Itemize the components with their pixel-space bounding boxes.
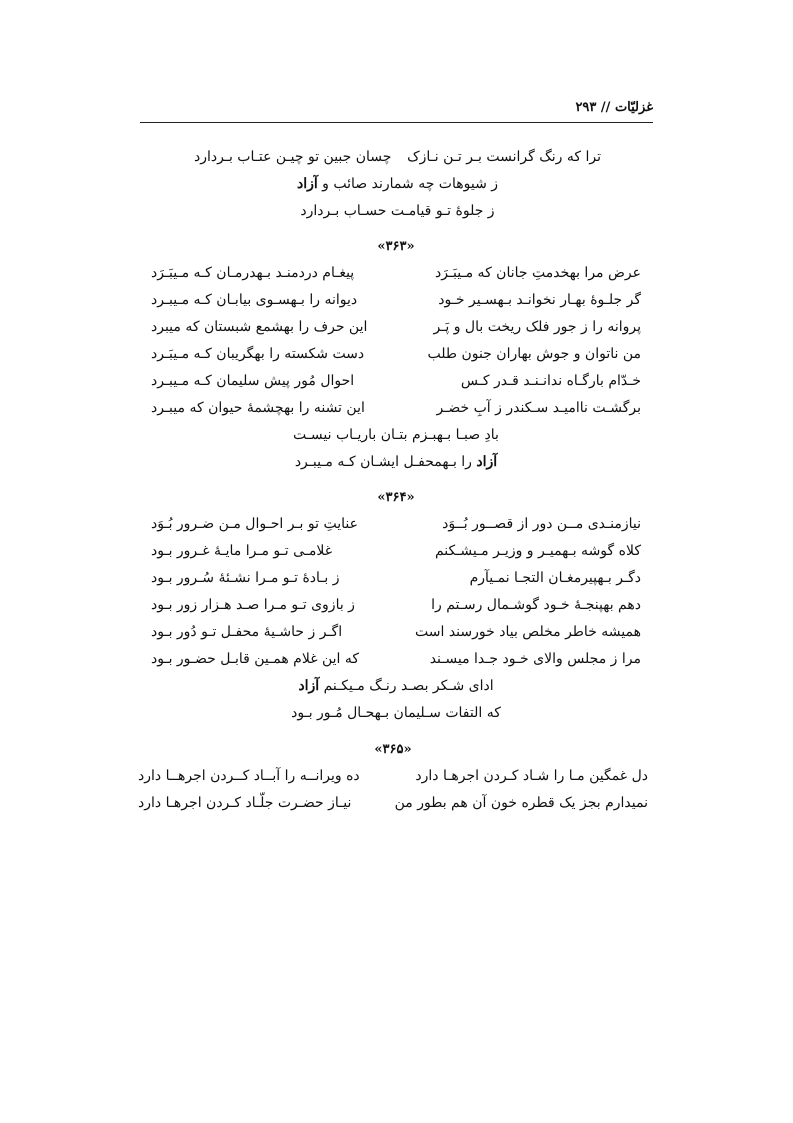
couplet: [151, 314, 641, 341]
poet-name: آزاد: [296, 176, 318, 192]
couplet: [151, 538, 641, 565]
couplet: [194, 144, 601, 171]
hemistich-right: دهم بهپنجـهٔ خـود گوشـمال رسـتم را: [431, 597, 641, 613]
closing-line: ز شیوهات چه شمارند صائب و آزاد: [296, 176, 499, 192]
hemistich-left: دیوانه را بـهسـوی بیابـان کـه مـیبـرد: [151, 292, 358, 308]
hemistich-right: کلاه گوشه بـهمیـر و وزیـر مـیشـکنم: [434, 543, 641, 559]
hemistich-left: غلامـی تـو مـرا مایـهٔ غـرور بـود: [151, 543, 333, 559]
hemistich-left: ز بـادهٔ تـو مـرا نشـئهٔ سُـرور بـود: [151, 570, 340, 586]
running-title: غزلیّات // ۲۹۳: [575, 100, 653, 115]
couplet: [151, 260, 641, 287]
closing-line: آزاد را بـهمحفـل ایشـان کـه مـیبـرد: [294, 454, 498, 470]
hemistich-right: نمیدارم بجز یک قطره خون آن هم بطور من: [394, 795, 648, 811]
hemistich-right: عرض مرا بهخدمتِ جانان که مـیبَـرَد: [435, 265, 641, 281]
hemistich-left: نیـاز حضـرت جلّـاد کـردن اجرهـا دارد: [138, 795, 352, 811]
couplet: [151, 565, 641, 592]
couplet: [151, 619, 641, 646]
couplet: [151, 287, 641, 314]
hemistich-left: چسان جبین تو چیـن عتـاب بـردارد: [194, 149, 392, 165]
hemistich-right: پروانه را ز جور فلک ریخت بال و پَـر: [433, 319, 641, 335]
closing-line: ز جلوهٔ تـو قیامـت حسـاب بـردارد: [300, 203, 495, 219]
page-header: [140, 100, 653, 123]
hemistich-left: اگـر ز حاشـیهٔ محفـل تـو دُور بـود: [151, 624, 343, 640]
hemistich-right: دل غمگین مـا را شـاد کـردن اجرهـا دارد: [415, 768, 648, 784]
ghazal-number: «۳۶۳»: [377, 239, 415, 254]
ghazal-365: [138, 736, 648, 817]
hemistich-right: گر جلـوهٔ بهـار نخوانـد بـهسـیر خـود: [438, 292, 641, 308]
ghazal-number: «۳۶۴»: [377, 490, 415, 505]
hemistich-right: ترا که رنگ گرانست بـر تـن نـازک: [407, 149, 601, 165]
couplet: [151, 368, 641, 395]
couplet: [138, 763, 648, 790]
hemistich-right: برگشـت ناامیـد سـکندر ز آبِ خضـر: [436, 400, 641, 416]
hemistich-left: پیغـام دردمنـد بـهدرمـان کـه مـیبَـرَد: [151, 265, 355, 281]
closing-line: بادِ صبـا بـهبـزم بتـان باریـاب نیسـت: [293, 427, 499, 443]
hemistich-left: این تشنه را بهچشمهٔ حیوان که میبـرد: [151, 400, 365, 416]
hemistich-right: من ناتوان و جوش بهاران جنون طلب: [427, 346, 641, 362]
hemistich-left: ز بازوی تـو مـرا صـد هـزار زور بـود: [151, 597, 355, 613]
ghazal-number: «۳۶۵»: [374, 742, 412, 757]
closing-line: که التفات سـلیمان بـهحـال مُـور بـود: [291, 705, 501, 721]
hemistich-right: مرا ز مجلس والای خـود جـدا میسـند: [429, 651, 641, 667]
intro-block: [194, 144, 601, 225]
ghazal-364: [151, 484, 641, 727]
couplet: [151, 646, 641, 673]
poet-name: آزاد: [476, 454, 498, 470]
hemistich-left: عنایتِ تو بـر احـوال مـن ضـرور بُـوَد: [151, 516, 358, 532]
couplet: [151, 341, 641, 368]
hemistich-left: احوال مُور پیش سلیمان کـه مـیبـرد: [151, 373, 355, 389]
hemistich-left: که این غلام همـین قابـل حضـور بـود: [151, 651, 360, 667]
hemistich-right: دگـر بـهپیرمغـان التجـا نمـیآرم: [469, 570, 641, 586]
closing-line: ادای شـکر بصـد رنـگ مـیکـنم آزاد: [298, 678, 494, 694]
hemistich-left: این حرف را بهشمع شبستان که میبرد: [151, 319, 368, 335]
hemistich-left: دست شکسته را بهگریبان کـه مـیبَـرد: [151, 346, 365, 362]
poet-name: آزاد: [298, 678, 320, 694]
couplet: [138, 790, 648, 817]
couplet: [151, 395, 641, 422]
hemistich-right: نیازمنـدی مــن دور از قصــور بُــوَد: [442, 516, 641, 532]
hemistich-left: ده ویرانــه را آبــاد کــردن اجرهــا دارد: [138, 768, 360, 784]
hemistich-right: خـدّام بارگـاه ندانـنـد قـدر کـس: [460, 373, 641, 389]
couplet: [151, 592, 641, 619]
hemistich-right: همیشه خاطر مخلص بیاد خورسند است: [415, 624, 641, 640]
ghazal-363: [151, 233, 641, 476]
couplet: [151, 511, 641, 538]
